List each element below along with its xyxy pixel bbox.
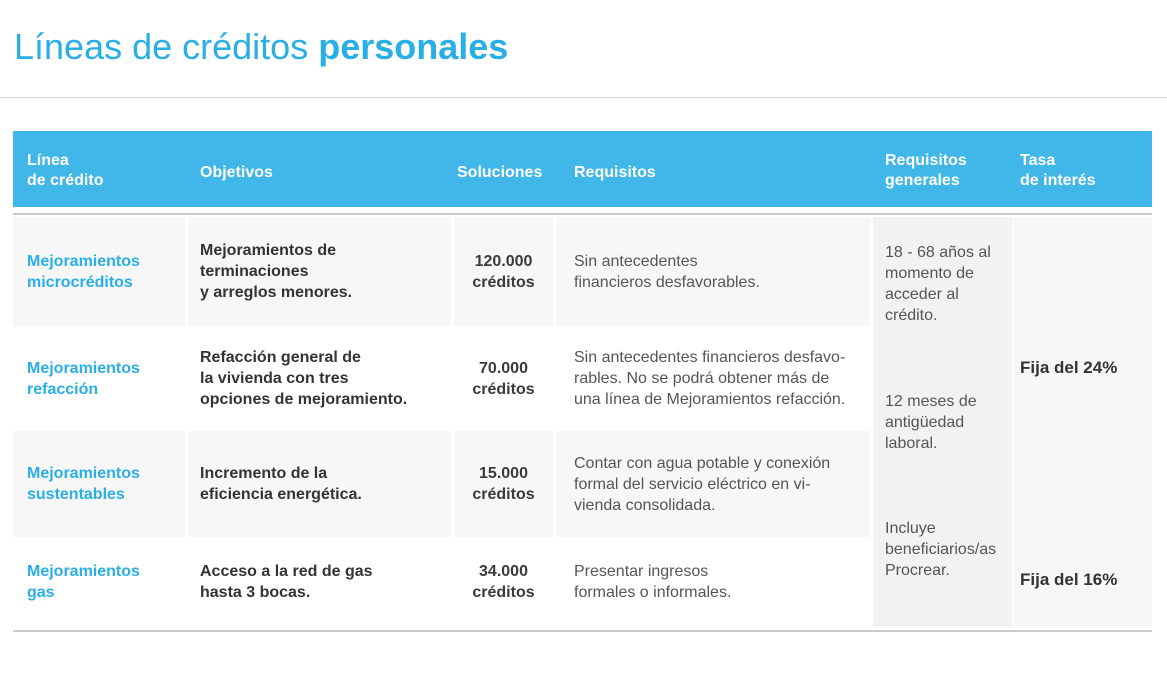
tasa-column [1013,217,1152,627]
requisitos: Sin antecedentes financieros desfavorables. [574,252,760,291]
requisitos: Presentar ingresos formales o informales. [574,563,732,601]
header-requisitos-generales: Requisitos generales [885,152,967,189]
linea-name: Mejoramientos gas [27,563,140,601]
soluciones: 120.000 créditos [472,252,535,291]
soluciones: 34.000 créditos [472,563,535,601]
header-objetivos: Objetivos [200,164,273,181]
header-tasa: Tasa de interés [1020,152,1096,189]
linea-name: Mejoramientos microcréditos [27,252,140,291]
table-row [13,537,870,627]
header-divider [13,213,1152,215]
table-bottom-divider [13,630,1152,632]
title-divider [0,97,1167,98]
header-linea: Línea de crédito [27,152,104,189]
requisito-general: Incluye beneficiarios/as Procrear. [885,520,997,579]
header-requisitos: Requisitos [574,164,656,181]
credit-lines-table [13,131,1152,633]
requisito-general: 12 meses de antigüedad laboral. [885,393,977,452]
page-title [14,26,508,68]
title-bold: personales [318,26,509,67]
linea-name: Mejoramientos refacción [27,359,140,398]
tasa-interes: Fija del 24% [1020,358,1118,377]
requisitos: Sin antecedentes financieros desfavo- rables. No se podrá obtener más de una línea de Mejoramientos refacción. [574,349,846,408]
title-regular: Líneas de créditos [14,26,309,67]
table-header [13,131,1152,207]
soluciones: 70.000 créditos [472,359,535,398]
tasa-interes: Fija del 16% [1020,570,1118,589]
objetivo: Mejoramientos de terminaciones y arreglos menores. [200,242,353,301]
objetivo: Incremento de la eficiencia energética. [200,465,362,503]
table-row [13,217,870,326]
requisito-general: 18 - 68 años al momento de acceder al crédito. [885,244,991,324]
objetivo: Refacción general de la vivienda con tres opciones de mejoramiento. [200,349,408,408]
soluciones: 15.000 créditos [472,465,535,503]
table-row [13,431,870,537]
linea-name: Mejoramientos sustentables [27,465,140,503]
header-soluciones: Soluciones [457,164,543,181]
requisitos: Contar con agua potable y conexión formal del servicio eléctrico en vi- vienda consolidada. [574,454,831,514]
objetivo: Acceso a la red de gas hasta 3 bocas. [200,563,373,601]
table-row [13,326,870,431]
